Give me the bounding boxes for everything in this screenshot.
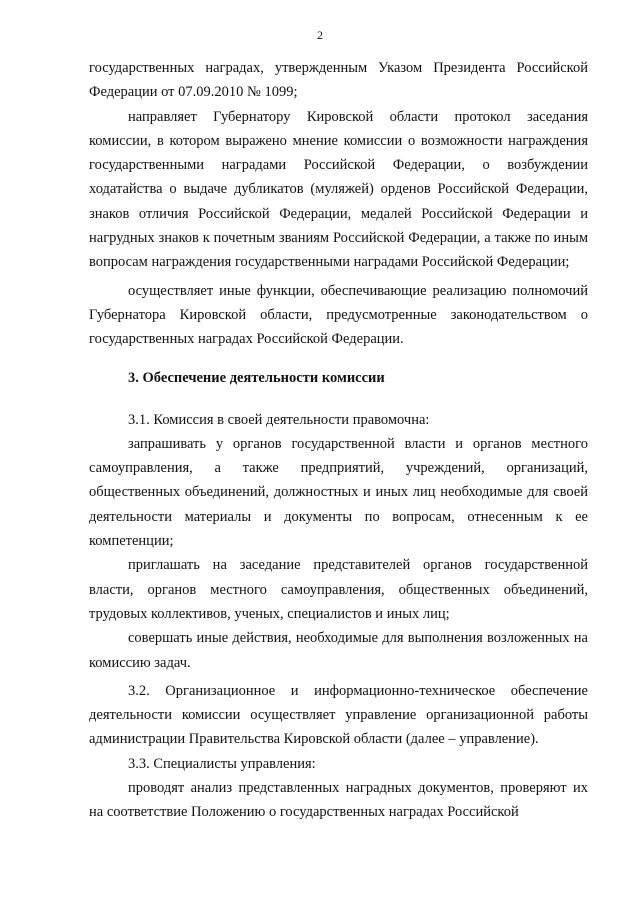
paragraph-continuation: государственных наградах, утвержденным Указом Президента Российской Федерации от 07.09.2010 № 1099; [89,60,588,101]
page-number: 2 [317,28,323,42]
clause-3-1-invite: приглашать на заседание представителей органов государственной власти, органов местного самоуправления, общественных объединений, трудовых коллективов, ученых, специалистов и иных лиц; [89,557,588,622]
paragraph-other-functions: осуществляет иные функции, обеспечивающие реализацию полномочий Губернатора Кировской области, предусмотренные законодательством о государственных наградах Российской Федерации. [89,282,588,348]
clause-3-3-analysis: проводят анализ представленных наградных документов, проверяют их на соответствие Положению о государственных наградах Российской [89,780,588,821]
clause-3-3-intro: 3.3. Специалисты управления: [128,755,316,772]
clause-3-1-other: совершать иные действия, необходимые для выполнения возложенных на комиссию задач. [89,630,588,671]
clause-3-1-intro: 3.1. Комиссия в своей деятельности правомочна: [128,411,430,428]
clause-3-2: 3.2. Организационное и информационно-техническое обеспечение деятельности комиссии осуществляет управление организационной работы администрации Правительства Кировской области (далее – управление). [89,682,588,748]
clause-3-1-request: запрашивать у органов государственной власти и органов местного самоуправления, а также предприятий, учреждений, организаций, общественных объединений, должностных и иных лиц необходимые для своей деятельности материалы и документы по вопросам, отнесенным к ее компетенции; [89,435,588,550]
document-body [89,56,588,825]
paragraph-protocol-duty: направляет Губернатору Кировской области протокол заседания комиссии, в котором выражено мнение комиссии о возможности награждения государственными наградами Российской Федерации, о возбуждении ходатайства о выдаче дубликатов (муляжей) орденов Российской Федерации, знаков отличия Российской Федерации, медалей Российской Федерации и нагрудных знаков к почетным званиям Российской Федерации, а также по иным вопросам награждения государственными наградами Российской Федерации; [89,108,588,271]
section-heading: 3. Обеспечение деятельности комиссии [128,369,385,386]
